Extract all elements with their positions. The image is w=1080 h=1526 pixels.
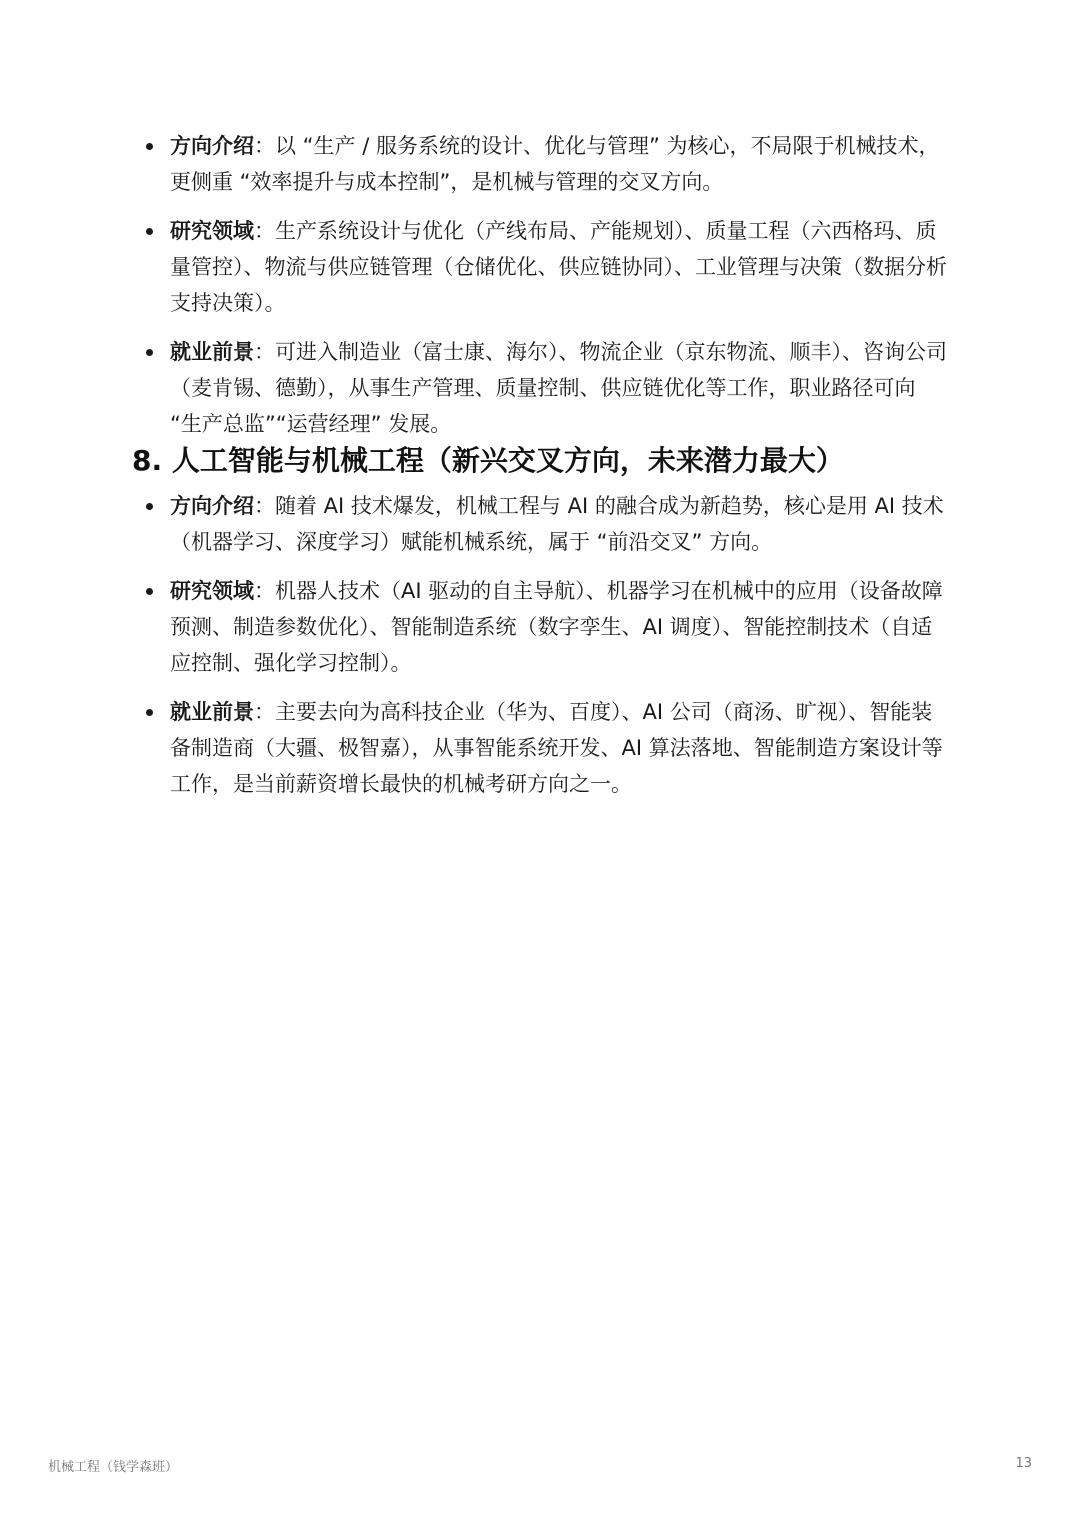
footer-page-number: 13 [1015, 1456, 1032, 1471]
item-separator: ： [254, 700, 275, 724]
section8-list [0, 488, 1080, 815]
item-label: 方向介绍 [170, 494, 254, 518]
previous-section-list [0, 128, 1080, 455]
section-heading: 8. 人工智能与机械工程（新兴交叉方向，未来潜力最大） [132, 444, 844, 477]
item-separator: ： [254, 134, 275, 158]
item-separator: ： [254, 579, 275, 603]
item-label: 研究领域 [170, 579, 254, 603]
item-label: 研究领域 [170, 219, 254, 243]
list-item-direction-intro [170, 488, 950, 560]
item-text: 机器人技术（AI 驱动的自主导航）、机器学习在机械中的应用（设备故障预测、制造参数优化）、智能制造系统（数字孪生、AI 调度）、智能控制技术（自适应控制、强化学习控制）。 [170, 579, 943, 675]
list-item-direction-intro [170, 128, 950, 200]
item-text: 生产系统设计与优化（产线布局、产能规划）、质量工程（六西格玛、质量管控）、物流与供应链管理（仓储优化、供应链协同）、工业管理与决策（数据分析支持决策）。 [170, 219, 947, 315]
item-label: 方向介绍 [170, 134, 254, 158]
list-item-career-prospects [170, 694, 950, 802]
item-separator: ： [254, 219, 275, 243]
item-label: 就业前景 [170, 340, 254, 364]
item-text: 以 “生产 / 服务系统的设计、优化与管理” 为核心，不局限于机械技术，更侧重 “效率提升与成本控制”，是机械与管理的交叉方向。 [170, 134, 940, 194]
list-item-career-prospects [170, 334, 950, 442]
list-item-research-areas [170, 573, 950, 681]
item-separator: ： [254, 340, 275, 364]
item-label: 就业前景 [170, 700, 254, 724]
list-item-research-areas [170, 213, 950, 321]
item-text: 可进入制造业（富士康、海尔）、物流企业（京东物流、顺丰）、咨询公司（麦肯锡、德勤），从事生产管理、质量控制、供应链优化等工作，职业路径可向 “生产总监”“运营经理” 发展。 [170, 340, 947, 436]
item-text: 随着 AI 技术爆发，机械工程与 AI 的融合成为新趋势，核心是用 AI 技术（机器学习、深度学习）赋能机械系统，属于 “前沿交叉” 方向。 [170, 494, 944, 554]
item-text: 主要去向为高科技企业（华为、百度）、AI 公司（商汤、旷视）、智能装备制造商（大疆、极智嘉），从事智能系统开发、AI 算法落地、智能制造方案设计等工作，是当前薪资增长最快的机械考研方向之一。 [170, 700, 943, 796]
footer-document-title: 机械工程（钱学森班） [48, 1460, 179, 1475]
item-separator: ： [254, 494, 275, 518]
